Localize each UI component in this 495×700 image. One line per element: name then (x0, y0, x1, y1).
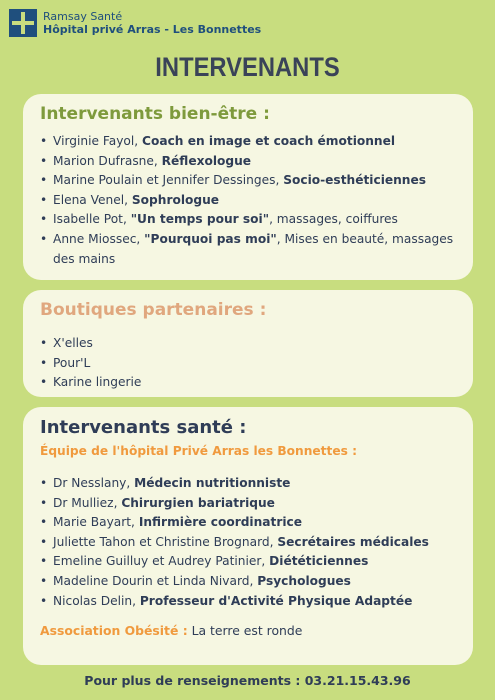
list-item (40, 592, 455, 612)
list-item (40, 533, 455, 553)
item-name: Dr Mulliez, (53, 495, 122, 510)
item-role: Médecin nutritionniste (134, 476, 291, 490)
item-name: Emeline Guilluy et Audrey Patinier, (53, 554, 270, 569)
item-name: Dr Nesslany, (53, 476, 135, 490)
item-name: Elena Venel, (53, 192, 132, 207)
item-name: Nicolas Delin, (53, 593, 140, 608)
health-title: Intervenants santé : (40, 417, 247, 438)
list-item: • Pour'L (40, 354, 455, 374)
wellness-card (23, 94, 473, 280)
association-label: Association Obésité : (40, 623, 188, 639)
association-line (40, 623, 455, 638)
shops-list (40, 334, 455, 393)
item-name: Madeline Dourin et Linda Nivard, (53, 573, 258, 588)
shops-card (23, 290, 473, 397)
item-tail: , massages, coiffures (269, 212, 398, 227)
item-name: Virginie Fayol, (53, 134, 143, 148)
hospital-logo (9, 9, 261, 37)
item-role: "Pourquoi pas moi" (144, 231, 277, 246)
list-item (40, 152, 455, 172)
health-card (23, 407, 473, 665)
brand-name: Ramsay Santé (43, 10, 123, 23)
list-item (40, 494, 455, 514)
logo-text (43, 10, 261, 36)
item-role: Secrétaires médicales (277, 534, 429, 549)
list-item: • Karine lingerie (40, 373, 455, 393)
wellness-list (40, 132, 455, 269)
list-item (40, 171, 455, 191)
list-item (40, 513, 455, 533)
list-item (40, 474, 455, 494)
item-role: Chirurgien bariatrique (121, 495, 275, 510)
item-role: Diététiciennes (269, 554, 369, 569)
list-item (40, 230, 455, 269)
shops-title: Boutiques partenaires : (40, 300, 267, 320)
item-role: Infirmière coordinatrice (138, 515, 303, 530)
list-item (40, 572, 455, 592)
item-role: Réflexologue (161, 153, 252, 168)
item-role: Professeur d'Activité Physique Adaptée (139, 593, 413, 608)
wellness-title: Intervenants bien-être : (40, 104, 270, 124)
association-value: La terre est ronde (187, 623, 303, 639)
list-item: • X'elles (40, 334, 455, 354)
item-name: Anne Miossec, (53, 231, 145, 246)
health-list (40, 474, 455, 611)
item-name: Isabelle Pot, (53, 212, 131, 227)
contact-footer: Pour plus de renseignements : 03.21.15.43.96 (84, 673, 411, 688)
item-role: "Un temps pour soi" (130, 212, 270, 227)
item-role: Socio-esthéticiennes (283, 173, 427, 188)
item-role: Psychologues (257, 573, 351, 588)
item-role: Coach en image et coach émotionnel (142, 134, 396, 148)
page-title: INTERVENANTS (155, 52, 340, 82)
item-name: Marie Bayart, (53, 515, 139, 530)
item-name: Marine Poulain et Jennifer Dessinges, (53, 173, 284, 188)
list-item (40, 191, 455, 211)
hospital-name: Hôpital privé Arras - Les Bonnettes (43, 23, 262, 36)
list-item (40, 210, 455, 230)
item-tail: , Mises en beauté, massages des mains (53, 231, 454, 266)
cross-icon (9, 9, 37, 37)
list-item (40, 132, 455, 152)
list-item (40, 552, 455, 572)
item-role: Sophrologue (131, 192, 220, 207)
item-name: Marion Dufrasne, (53, 153, 162, 168)
health-subtitle: Équipe de l'hôpital Privé Arras les Bonnettes : (40, 444, 357, 458)
item-name: Juliette Tahon et Christine Brognard, (53, 534, 278, 549)
